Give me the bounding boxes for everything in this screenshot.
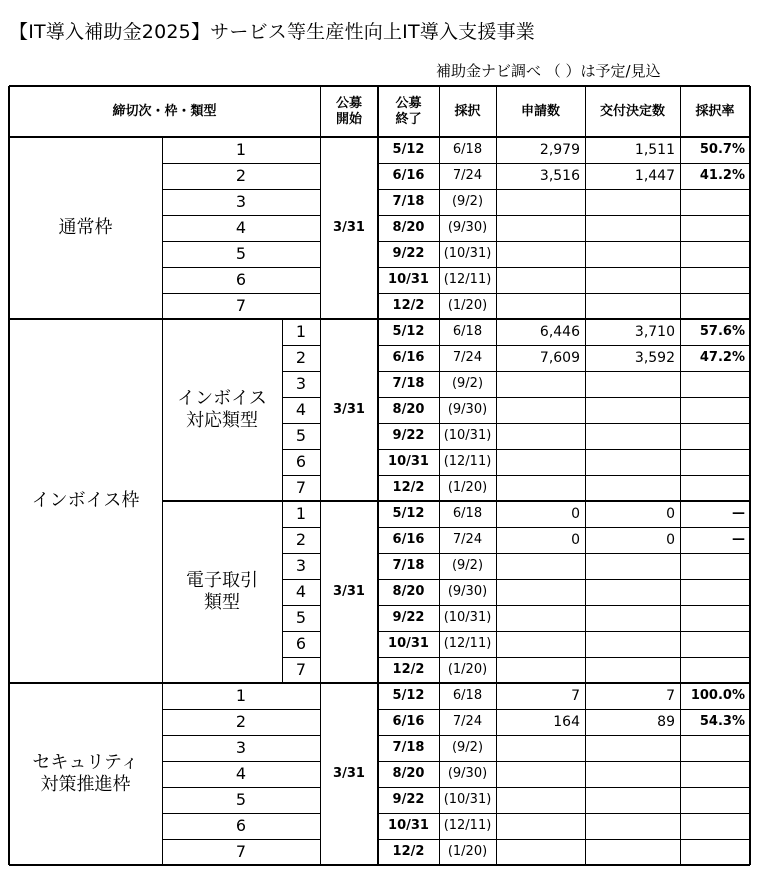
decision-count bbox=[585, 787, 680, 813]
group-name-line: 対策推進枠 bbox=[40, 774, 131, 795]
round-number: 6 bbox=[295, 452, 307, 472]
grid-line bbox=[378, 267, 750, 268]
grid-line bbox=[378, 345, 750, 346]
close-date: 8/20 bbox=[392, 584, 425, 600]
application-count bbox=[496, 475, 585, 501]
application-count bbox=[496, 761, 585, 787]
adoption-rate: 54.3% bbox=[699, 714, 745, 730]
adopt-date: (9/2) bbox=[451, 740, 484, 756]
adoption-rate: 47.2% bbox=[699, 350, 745, 366]
adopt-date: (12/11) bbox=[443, 454, 492, 470]
close-date: 10/31 bbox=[388, 636, 429, 652]
grid-line bbox=[378, 631, 750, 632]
header-open-line: 開始 bbox=[335, 111, 362, 127]
decision-count bbox=[585, 475, 680, 501]
round-number: 4 bbox=[235, 218, 247, 238]
adopt-date: (1/20) bbox=[447, 298, 488, 314]
close-date: 9/22 bbox=[392, 428, 425, 444]
adoption-rate bbox=[680, 293, 750, 319]
round-number: 1 bbox=[235, 140, 247, 160]
adopt-date: (9/30) bbox=[447, 766, 488, 782]
grid-line bbox=[162, 163, 320, 164]
decision-count bbox=[585, 579, 680, 605]
grid-line bbox=[378, 709, 750, 710]
grid-line bbox=[282, 605, 320, 606]
round-number: 5 bbox=[295, 608, 307, 628]
adopt-date: (10/31) bbox=[443, 792, 492, 808]
close-date: 10/31 bbox=[388, 818, 429, 834]
adopt-date: 6/18 bbox=[452, 688, 483, 704]
decision-count: 7 bbox=[666, 687, 675, 704]
grid-line bbox=[282, 397, 320, 398]
round-number: 3 bbox=[295, 374, 307, 394]
group-name bbox=[9, 319, 162, 683]
decision-count: 0 bbox=[666, 531, 675, 548]
adopt-date: 7/24 bbox=[452, 714, 483, 730]
adoption-rate bbox=[680, 787, 750, 813]
decision-count bbox=[585, 423, 680, 449]
application-count bbox=[496, 657, 585, 683]
grid-line bbox=[439, 86, 440, 865]
grid-line bbox=[378, 605, 750, 606]
grid-line bbox=[282, 475, 320, 476]
application-count bbox=[496, 579, 585, 605]
grid-line bbox=[162, 683, 163, 865]
application-count bbox=[496, 605, 585, 631]
adoption-rate bbox=[680, 631, 750, 657]
round-number: 2 bbox=[235, 166, 247, 186]
round-number: 3 bbox=[295, 556, 307, 576]
decision-count bbox=[585, 293, 680, 319]
close-date: 12/2 bbox=[392, 480, 425, 496]
grid-line bbox=[378, 527, 750, 528]
close-date: 7/18 bbox=[392, 194, 425, 210]
adoption-rate: 57.6% bbox=[699, 324, 745, 340]
round-number: 2 bbox=[295, 348, 307, 368]
adopt-date: (12/11) bbox=[443, 818, 492, 834]
close-date: 9/22 bbox=[392, 792, 425, 808]
grid-line bbox=[378, 449, 750, 450]
application-count bbox=[496, 813, 585, 839]
decision-count bbox=[585, 839, 680, 865]
application-count: 2,979 bbox=[539, 141, 580, 158]
open-date: 3/31 bbox=[333, 220, 365, 236]
adoption-rate bbox=[680, 475, 750, 501]
grid-line bbox=[162, 215, 320, 216]
adopt-date: 6/18 bbox=[452, 324, 483, 340]
round-number: 5 bbox=[235, 244, 247, 264]
decision-count bbox=[585, 267, 680, 293]
grid-line bbox=[162, 267, 320, 268]
round-number: 6 bbox=[235, 816, 247, 836]
adoption-rate bbox=[680, 553, 750, 579]
subgroup-name-line: インボイス bbox=[177, 388, 267, 410]
decision-count bbox=[585, 735, 680, 761]
application-count: 7,609 bbox=[539, 349, 580, 366]
grid-line bbox=[282, 579, 320, 580]
adopt-date: (9/30) bbox=[447, 220, 488, 236]
round-number: 1 bbox=[235, 686, 247, 706]
grid-line bbox=[378, 553, 750, 554]
close-date: 12/2 bbox=[392, 298, 425, 314]
adoption-rate bbox=[680, 241, 750, 267]
group-name-line: セキュリティ bbox=[32, 752, 139, 774]
grid-line bbox=[496, 86, 497, 865]
header-category: 締切次・枠・類型 bbox=[112, 103, 217, 119]
application-count bbox=[496, 267, 585, 293]
grid-line bbox=[378, 761, 750, 762]
group-name-line: インボイス枠 bbox=[31, 490, 140, 512]
adoption-rate bbox=[680, 839, 750, 865]
adopt-date: (1/20) bbox=[447, 844, 488, 860]
application-count bbox=[496, 241, 585, 267]
close-date: 7/18 bbox=[392, 740, 425, 756]
header-decisions: 交付決定数 bbox=[599, 103, 665, 119]
decision-count bbox=[585, 189, 680, 215]
header-close-line: 公募 bbox=[395, 95, 422, 111]
open-date: 3/31 bbox=[333, 766, 365, 782]
grid-line bbox=[378, 579, 750, 580]
round-number: 5 bbox=[235, 790, 247, 810]
close-date: 10/31 bbox=[388, 454, 429, 470]
grid-line bbox=[378, 293, 750, 294]
adopt-date: (10/31) bbox=[443, 428, 492, 444]
close-date: 7/18 bbox=[392, 376, 425, 392]
grid-line bbox=[585, 86, 586, 865]
grid-line bbox=[680, 86, 681, 865]
round-number: 7 bbox=[295, 660, 307, 680]
application-count bbox=[496, 553, 585, 579]
application-count bbox=[496, 735, 585, 761]
header-close bbox=[378, 86, 439, 137]
close-date: 9/22 bbox=[392, 246, 425, 262]
grid-line bbox=[282, 423, 320, 424]
adoption-rate bbox=[680, 657, 750, 683]
grid-line bbox=[320, 86, 321, 865]
round-number: 6 bbox=[235, 270, 247, 290]
grid-line bbox=[162, 761, 320, 762]
header-applications: 申請数 bbox=[520, 103, 560, 119]
grid-line bbox=[282, 657, 320, 658]
adoption-rate bbox=[680, 605, 750, 631]
adopt-date: (9/30) bbox=[447, 584, 488, 600]
grid-line bbox=[378, 371, 750, 372]
grid-line bbox=[378, 163, 750, 164]
grid-line bbox=[282, 527, 320, 528]
grid-line bbox=[282, 345, 320, 346]
round-number: 5 bbox=[295, 426, 307, 446]
grid-line bbox=[378, 787, 750, 788]
grid-line bbox=[378, 735, 750, 736]
close-date: 6/16 bbox=[392, 350, 425, 366]
grid-line bbox=[282, 319, 283, 501]
subgroup-name-line: 対応類型 bbox=[186, 410, 258, 431]
application-count bbox=[496, 215, 585, 241]
decision-count bbox=[585, 761, 680, 787]
grid-line bbox=[9, 864, 750, 867]
open-date: 3/31 bbox=[333, 402, 365, 418]
round-number: 4 bbox=[295, 400, 307, 420]
adopt-date: (1/20) bbox=[447, 662, 488, 678]
adopt-date: (10/31) bbox=[443, 610, 492, 626]
adoption-rate bbox=[680, 215, 750, 241]
header-rate: 採択率 bbox=[695, 103, 735, 119]
application-count: 164 bbox=[553, 713, 580, 730]
header-open-line: 公募 bbox=[335, 95, 362, 111]
adopt-date: (9/2) bbox=[451, 376, 484, 392]
close-date: 8/20 bbox=[392, 220, 425, 236]
header-adopt: 採択 bbox=[454, 103, 481, 119]
adoption-rate bbox=[680, 813, 750, 839]
round-number: 2 bbox=[235, 712, 247, 732]
subgroup-name-line: 類型 bbox=[204, 592, 240, 613]
decision-count bbox=[585, 449, 680, 475]
adopt-date: (9/30) bbox=[447, 402, 488, 418]
round-number: 7 bbox=[235, 296, 247, 316]
adoption-rate bbox=[680, 189, 750, 215]
round-number: 1 bbox=[295, 322, 307, 342]
decision-count bbox=[585, 215, 680, 241]
application-count bbox=[496, 371, 585, 397]
application-count bbox=[496, 839, 585, 865]
source-note: 補助金ナビ調べ （ ）は予定/見込 bbox=[436, 62, 661, 80]
header-close-line: 終了 bbox=[395, 111, 422, 127]
adopt-date: (9/2) bbox=[451, 558, 484, 574]
decision-count bbox=[585, 631, 680, 657]
adopt-date: 7/24 bbox=[452, 168, 483, 184]
close-date: 6/16 bbox=[392, 168, 425, 184]
decision-count bbox=[585, 553, 680, 579]
grid-line bbox=[162, 839, 320, 840]
application-count: 7 bbox=[571, 687, 580, 704]
group-name bbox=[9, 137, 162, 319]
decision-count: 1,447 bbox=[634, 167, 675, 184]
grid-line bbox=[378, 215, 750, 216]
decision-count: 1,511 bbox=[634, 141, 675, 158]
application-count: 0 bbox=[571, 531, 580, 548]
grid-line bbox=[378, 839, 750, 840]
adoption-rate: — bbox=[732, 532, 745, 548]
grid-line bbox=[162, 709, 320, 710]
grid-line bbox=[378, 397, 750, 398]
close-date: 9/22 bbox=[392, 610, 425, 626]
decision-count bbox=[585, 371, 680, 397]
adopt-date: (1/20) bbox=[447, 480, 488, 496]
round-number: 3 bbox=[235, 192, 247, 212]
grid-line bbox=[162, 293, 320, 294]
adoption-rate bbox=[680, 371, 750, 397]
adopt-date: (12/11) bbox=[443, 636, 492, 652]
application-count bbox=[496, 293, 585, 319]
close-date: 10/31 bbox=[388, 272, 429, 288]
adoption-rate bbox=[680, 397, 750, 423]
close-date: 5/12 bbox=[392, 324, 425, 340]
grid-line bbox=[162, 787, 320, 788]
adopt-date: 6/18 bbox=[452, 506, 483, 522]
close-date: 8/20 bbox=[392, 402, 425, 418]
decision-count bbox=[585, 605, 680, 631]
grid-line bbox=[162, 813, 320, 814]
header-open bbox=[320, 86, 378, 137]
application-count bbox=[496, 787, 585, 813]
decision-count: 3,710 bbox=[634, 323, 675, 340]
close-date: 5/12 bbox=[392, 506, 425, 522]
decision-count: 3,592 bbox=[634, 349, 675, 366]
round-number: 7 bbox=[295, 478, 307, 498]
decision-count: 89 bbox=[657, 713, 675, 730]
round-number: 6 bbox=[295, 634, 307, 654]
close-date: 8/20 bbox=[392, 766, 425, 782]
round-number: 4 bbox=[295, 582, 307, 602]
round-number: 1 bbox=[295, 504, 307, 524]
grid-line bbox=[749, 86, 752, 865]
round-number: 2 bbox=[295, 530, 307, 550]
close-date: 6/16 bbox=[392, 714, 425, 730]
adoption-rate: — bbox=[732, 506, 745, 522]
application-count: 3,516 bbox=[539, 167, 580, 184]
grid-line bbox=[282, 501, 283, 683]
adopt-date: 6/18 bbox=[452, 142, 483, 158]
page-title: 【IT導入補助金2025】サービス等生産性向上IT導入支援事業 bbox=[9, 21, 535, 43]
grid-line bbox=[162, 241, 320, 242]
close-date: 5/12 bbox=[392, 142, 425, 158]
adopt-date: (9/2) bbox=[451, 194, 484, 210]
application-count bbox=[496, 449, 585, 475]
grid-line bbox=[377, 86, 380, 865]
adopt-date: (12/11) bbox=[443, 272, 492, 288]
open-date: 3/31 bbox=[333, 584, 365, 600]
grid-line bbox=[282, 371, 320, 372]
adoption-rate bbox=[680, 423, 750, 449]
adoption-rate bbox=[680, 449, 750, 475]
application-count bbox=[496, 631, 585, 657]
close-date: 12/2 bbox=[392, 662, 425, 678]
decision-count bbox=[585, 241, 680, 267]
adoption-rate bbox=[680, 579, 750, 605]
close-date: 6/16 bbox=[392, 532, 425, 548]
grid-line bbox=[162, 735, 320, 736]
grid-line bbox=[378, 241, 750, 242]
close-date: 7/18 bbox=[392, 558, 425, 574]
round-number: 4 bbox=[235, 764, 247, 784]
grid-line bbox=[162, 189, 320, 190]
adopt-date: 7/24 bbox=[452, 532, 483, 548]
application-count bbox=[496, 397, 585, 423]
close-date: 5/12 bbox=[392, 688, 425, 704]
adopt-date: (10/31) bbox=[443, 246, 492, 262]
application-count: 6,446 bbox=[539, 323, 580, 340]
grid-line bbox=[162, 319, 163, 683]
grid-line bbox=[9, 85, 750, 88]
adoption-rate: 100.0% bbox=[690, 688, 745, 704]
application-count bbox=[496, 423, 585, 449]
grid-line bbox=[378, 657, 750, 658]
application-count: 0 bbox=[571, 505, 580, 522]
subgroup-name bbox=[162, 501, 282, 683]
grid-line bbox=[378, 475, 750, 476]
close-date: 12/2 bbox=[392, 844, 425, 860]
decision-count bbox=[585, 657, 680, 683]
grid-line bbox=[282, 553, 320, 554]
decision-count bbox=[585, 397, 680, 423]
round-number: 3 bbox=[235, 738, 247, 758]
adoption-rate: 50.7% bbox=[699, 142, 745, 158]
adoption-rate bbox=[680, 735, 750, 761]
subgroup-name bbox=[162, 319, 282, 501]
grid-line bbox=[8, 86, 11, 865]
grid-line bbox=[378, 813, 750, 814]
adoption-rate bbox=[680, 267, 750, 293]
adoption-rate bbox=[680, 761, 750, 787]
group-name-line: 通常枠 bbox=[58, 217, 113, 239]
subgroup-name-line: 電子取引 bbox=[186, 570, 258, 592]
round-number: 7 bbox=[235, 842, 247, 862]
decision-count: 0 bbox=[666, 505, 675, 522]
grid-line bbox=[162, 137, 163, 319]
application-count bbox=[496, 189, 585, 215]
grid-line bbox=[378, 189, 750, 190]
grid-line bbox=[282, 631, 320, 632]
group-name bbox=[9, 683, 162, 865]
decision-count bbox=[585, 813, 680, 839]
adoption-rate: 41.2% bbox=[699, 168, 745, 184]
grid-line bbox=[378, 423, 750, 424]
adopt-date: 7/24 bbox=[452, 350, 483, 366]
grid-line bbox=[282, 449, 320, 450]
